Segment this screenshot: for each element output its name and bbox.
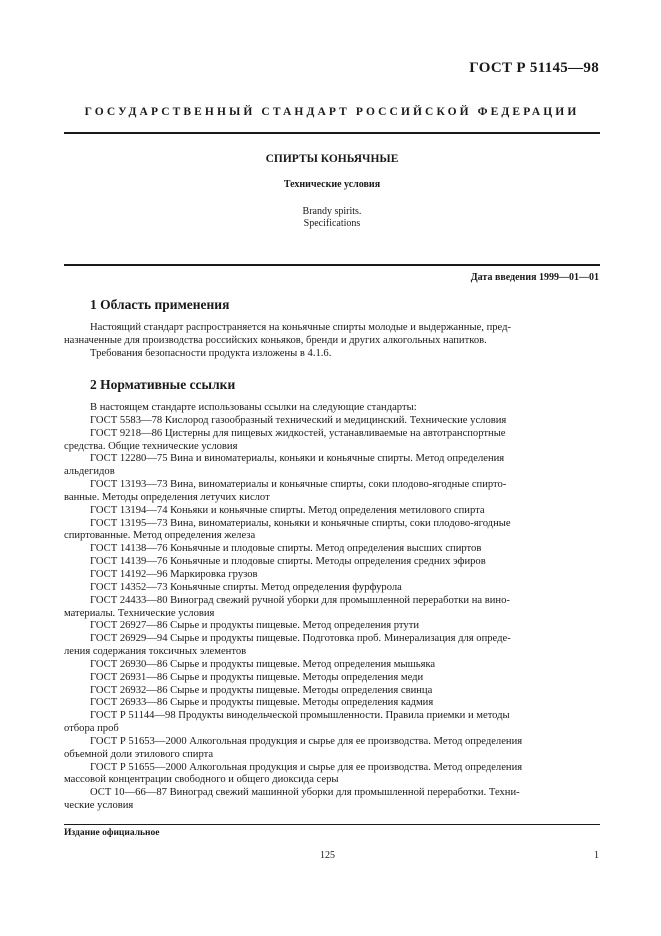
reference-line: ГОСТ 14139—76 Коньячные и плодовые спирты. Методы определения средних эфиров	[90, 556, 486, 568]
section-1-body	[64, 322, 600, 361]
reference-line: ГОСТ Р 51655—2000 Алкогольная продукция и сырье для ее производства. Метод определения	[90, 761, 523, 773]
reference-line: отбора проб	[64, 723, 119, 735]
section-2-body	[64, 402, 600, 813]
divider-date	[64, 264, 600, 266]
section-1-line: назначенные для производства российских коньяков, бренди и других алкогольных напитков.	[64, 334, 487, 346]
reference-line: средства. Общие технические условия	[64, 440, 238, 452]
reference-line: объемной доли этилового спирта	[64, 748, 214, 760]
reference-line: ления содержания токсичных элементов	[64, 646, 247, 658]
reference-line: ГОСТ 24433—80 Виноград свежий ручной уборки для промышленной переработки на вино-	[90, 594, 510, 606]
page-number: 125	[320, 850, 335, 861]
reference-line: ГОСТ 26933—86 Сырье и продукты пищевые. Методы определения кадмия	[90, 697, 434, 709]
edition-label: Издание официальное	[64, 828, 160, 838]
section-1-heading: 1 Область применения	[90, 297, 230, 312]
reference-line: спиртованные. Метод определения железа	[64, 530, 256, 542]
reference-line: ГОСТ 13194—74 Коньяки и коньячные спирты. Метод определения метилового спирта	[90, 504, 485, 516]
reference-line: В настоящем стандарте использованы ссылки на следующие стандарты:	[90, 402, 417, 413]
reference-line: ГОСТ 9218—86 Цистерны для пищевых жидкостей, устанавливаемые на автотранспортные	[90, 427, 506, 439]
reference-line: ГОСТ 13193—73 Вина, виноматериалы и коньячные спирты, соки плодово-ягодные спирто-	[90, 479, 507, 491]
english-title-line-2: Specifications	[303, 218, 361, 229]
reference-line: ГОСТ 14352—73 Коньячные спирты. Метод определения фурфурола	[90, 581, 402, 593]
reference-line: ГОСТ 14138—76 Коньячные и плодовые спирты. Метод определения высших спиртов	[90, 543, 482, 555]
section-1-line: Настоящий стандарт распространяется на коньячные спирты молодые и выдержанные, пред-	[90, 322, 512, 333]
reference-line: ОСТ 10—66—87 Виноград свежий машинной уборки для промышленной переработки. Техни-	[90, 787, 520, 799]
gost-code: ГОСТ Р 51145—98	[469, 60, 599, 76]
reference-line: ГОСТ 26930—86 Сырье и продукты пищевые. Метод определения мышьяка	[90, 658, 436, 670]
reference-line: ГОСТ Р 51144—98 Продукты винодельческой промышленности. Правила приемки и методы	[90, 710, 510, 722]
reference-line: ГОСТ 12280—75 Вина и виноматериалы, коньяки и коньячные спирты. Метод определения	[90, 453, 505, 465]
introduction-date: Дата введения 1999—01—01	[470, 272, 599, 283]
reference-line: ГОСТ 14192—96 Маркировка грузов	[90, 568, 258, 580]
reference-line: ванные. Методы определения летучих кислот	[64, 491, 270, 503]
reference-line: ГОСТ 13195—73 Вина, виноматериалы, коньяки и коньячные спирты, соки плодово-ягодные	[90, 517, 511, 529]
reference-line: ГОСТ 26932—86 Сырье и продукты пищевые. Методы определения свинца	[90, 684, 433, 696]
english-title	[64, 206, 600, 230]
reference-line: массовой концентрации свободного и общего диоксида серы	[64, 774, 339, 786]
reference-line: ГОСТ 26931—86 Сырье и продукты пищевые. Методы определения меди	[90, 671, 424, 683]
sheet-number: 1	[594, 850, 599, 861]
divider-top	[64, 132, 600, 134]
english-title-line-1: Brandy spirits.	[302, 206, 362, 217]
reference-line: ГОСТ 26927—86 Сырье и продукты пищевые. Метод определения ртути	[90, 620, 420, 632]
reference-line: ГОСТ 5583—78 Кислород газообразный технический и медицинский. Технические условия	[90, 414, 507, 426]
state-standard-heading: ГОСУДАРСТВЕННЫЙ СТАНДАРТ РОССИЙСКОЙ ФЕДЕРАЦИИ	[84, 106, 580, 118]
reference-line: ГОСТ Р 51653—2000 Алкогольная продукция и сырье для ее производства. Метод определения	[90, 735, 523, 747]
reference-line: материалы. Технические условия	[64, 607, 215, 619]
document-title: СПИРТЫ КОНЬЯЧНЫЕ	[265, 153, 399, 165]
reference-line: ческие условия	[64, 800, 134, 812]
reference-line: альдегидов	[64, 466, 115, 478]
section-1-line: Требования безопасности продукта изложены в 4.1.6.	[90, 347, 332, 359]
document-subtitle: Технические условия	[283, 179, 381, 190]
reference-line: ГОСТ 26929—94 Сырье и продукты пищевые. Подготовка проб. Минерализация для опреде-	[90, 633, 511, 645]
section-2-heading: 2 Нормативные ссылки	[90, 377, 236, 392]
footer-divider	[64, 824, 600, 825]
